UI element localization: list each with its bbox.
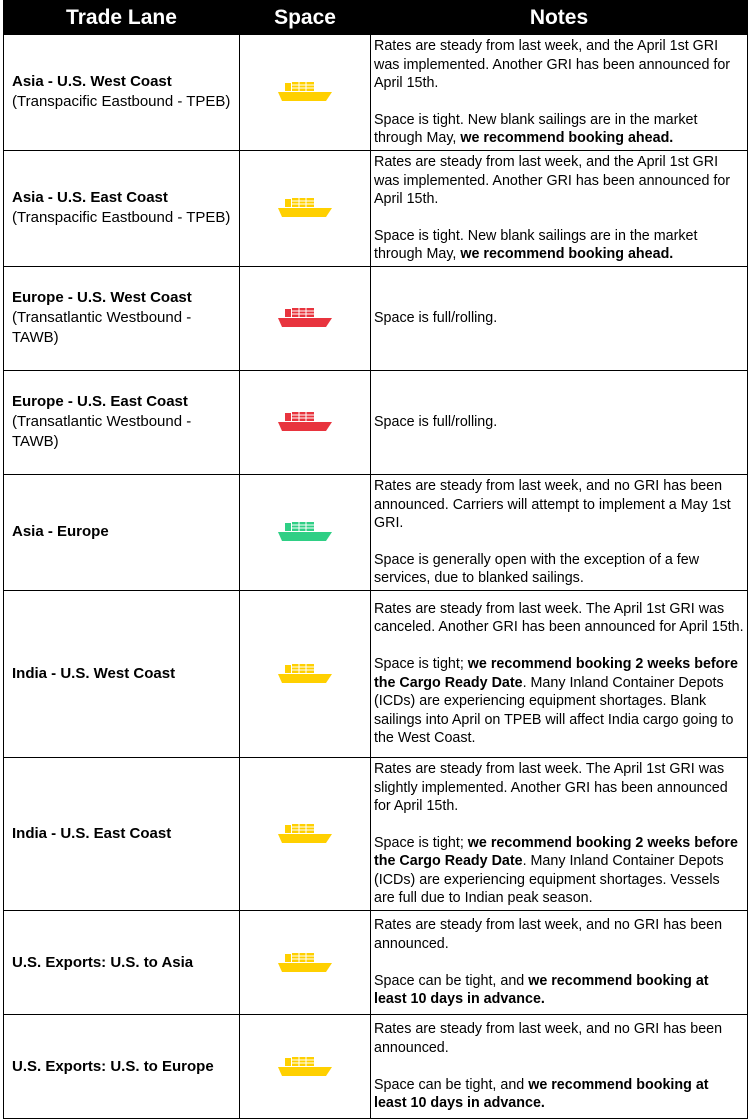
notes-cell [371,757,748,910]
space-status-cell [240,757,371,910]
trade-lane-subtitle: (Transatlantic Westbound - TAWB) [12,413,192,451]
notes-space-detail: . Many Inland Container Depots (ICDs) are experiencing equipment shortages. Vessels are full due to Indian peak season. [374,853,724,907]
notes-cell [371,266,748,370]
notes-space-text: Space can be tight, and [374,972,529,989]
container-ship-icon [277,952,333,974]
space-status-cell [240,35,371,151]
space-status-cell [240,474,371,590]
trade-lane-name: Asia - U.S. East Coast [12,189,168,207]
trade-lane-cell [4,757,240,910]
notes-cell [371,150,748,266]
notes-cell [371,370,748,474]
table-row [4,35,748,151]
trade-lane-name: Europe - U.S. East Coast [12,393,188,411]
notes-recommendation: we recommend booking ahead. [460,246,674,263]
notes-rates-paragraph: Rates are steady from last week. The April 1st GRI was slightly implemented. Another GRI has been announced for April 15th. [374,760,728,815]
table-row [4,150,748,266]
notes-space-paragraph [374,551,744,588]
trade-lane-name: U.S. Exports: U.S. to Asia [12,953,194,971]
notes-space-text: Space is tight; [374,656,468,673]
notes-space-text: Space is tight. New blank sailings are in the market through May, [374,111,698,147]
table-row [4,757,748,910]
table-header-row [4,1,748,35]
header-notes: Notes [371,1,748,35]
notes-space-paragraph [374,972,744,1009]
notes-space-text: Space can be tight, and [374,1076,529,1093]
trade-lane-cell [4,474,240,590]
notes-space-paragraph [374,1076,744,1113]
trade-lane-name: Asia - Europe [12,523,109,541]
trade-lane-cell [4,370,240,474]
container-ship-icon [277,197,333,219]
notes-space-detail: . Many Inland Container Depots (ICDs) are experiencing equipment shortages. Blank sailings into April on TPEB will affect India cargo going to the West Coast. [374,674,734,747]
notes-cell [371,911,748,1015]
table-row [4,370,748,474]
table-row [4,590,748,757]
container-ship-icon [277,307,333,329]
trade-lane-cell [4,35,240,151]
space-status-cell [240,590,371,757]
notes-space-paragraph [374,111,744,148]
container-ship-icon [277,81,333,103]
trade-lane-name: Europe - U.S. West Coast [12,289,192,307]
trade-lane-name: India - U.S. East Coast [12,824,172,842]
trade-lane-cell [4,1015,240,1119]
container-ship-icon [277,663,333,685]
space-status-cell [240,911,371,1015]
notes-rates-paragraph: Rates are steady from last week, and no GRI has been announced. [374,1021,723,1056]
container-ship-icon [277,521,333,543]
header-space: Space [240,1,371,35]
table-row [4,1015,748,1119]
notes-cell [371,1015,748,1119]
space-status-cell [240,150,371,266]
notes-rates-paragraph: Space is full/rolling. [374,414,498,431]
notes-rates-paragraph: Rates are steady from last week, and no GRI has been announced. [374,917,723,952]
trade-lane-name: U.S. Exports: U.S. to Europe [12,1057,214,1075]
notes-recommendation: we recommend booking 2 weeks before the Cargo Ready Date [374,834,738,870]
notes-recommendation: we recommend booking at least 10 days in advance. [374,972,709,1008]
space-status-cell [240,370,371,474]
notes-space-paragraph [374,227,744,264]
notes-space-text: Space is tight. New blank sailings are in the market through May, [374,227,698,263]
table-row [4,911,748,1015]
notes-rates-paragraph: Rates are steady from last week. The April 1st GRI was canceled. Another GRI has been announced for April 15th. [374,600,744,636]
space-status-cell [240,266,371,370]
notes-rates-paragraph: Space is full/rolling. [374,310,498,327]
trade-lane-subtitle: (Transpacific Eastbound - TPEB) [12,93,231,111]
notes-rates-paragraph: Rates are steady from last week, and no GRI has been announced. Carriers will attempt to implement a May 1st GRI. [374,477,731,532]
trade-lane-cell [4,266,240,370]
notes-recommendation: we recommend booking ahead. [460,130,674,147]
notes-recommendation: we recommend booking at least 10 days in advance. [374,1076,709,1112]
notes-rates-paragraph: Rates are steady from last week, and the April 1st GRI was implemented. Another GRI has been announced for April 15th. [374,38,731,92]
table-row [4,266,748,370]
trade-lane-subtitle: (Transatlantic Westbound - TAWB) [12,309,192,347]
notes-space-text: Space is tight; [374,834,468,851]
notes-space-paragraph [374,834,744,908]
trade-lane-cell [4,150,240,266]
trade-lane-cell [4,590,240,757]
notes-rates-paragraph: Rates are steady from last week, and the April 1st GRI was implemented. Another GRI has been announced for April 15th. [374,153,731,208]
notes-cell [371,590,748,757]
trade-lane-cell [4,911,240,1015]
container-ship-icon [277,1056,333,1078]
notes-space-paragraph [374,655,744,748]
table-row [4,474,748,590]
trade-lane-name: India - U.S. West Coast [12,664,176,682]
trade-lane-subtitle: (Transpacific Eastbound - TPEB) [12,209,231,227]
container-ship-icon [277,823,333,845]
notes-space-text: Space is generally open with the exception of a few services, due to blanked sailings. [374,551,700,587]
container-ship-icon [277,411,333,433]
space-status-cell [240,1015,371,1119]
notes-cell [371,474,748,590]
trade-lane-table [3,0,748,1119]
notes-cell [371,35,748,151]
header-trade-lane: Trade Lane [4,1,240,35]
trade-lane-name: Asia - U.S. West Coast [12,73,172,91]
notes-recommendation: we recommend booking 2 weeks before the Cargo Ready Date [374,656,738,691]
